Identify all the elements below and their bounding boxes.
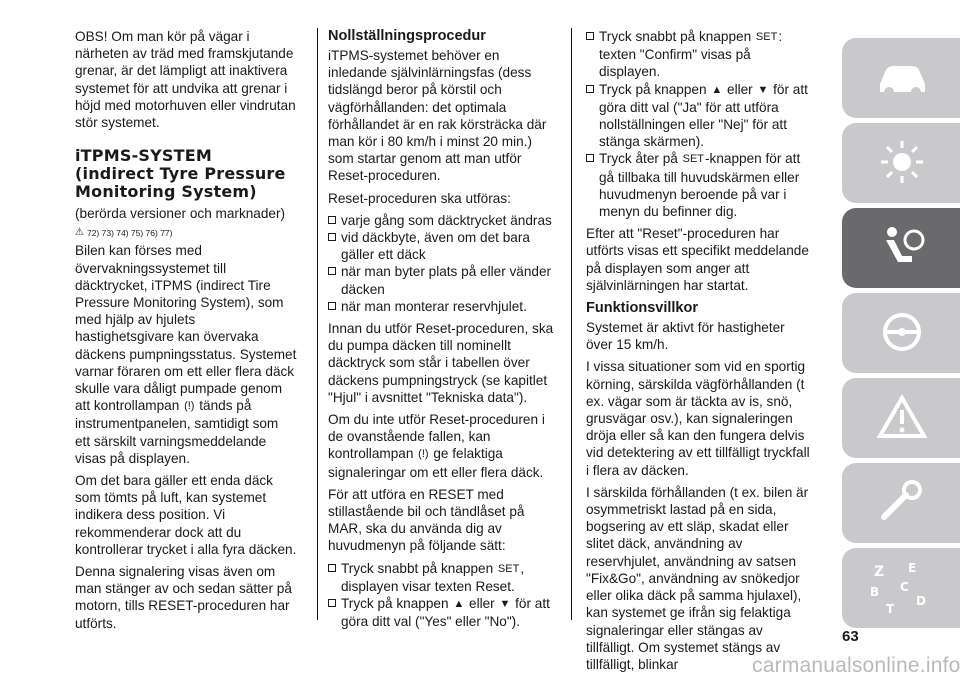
svg-text:B: B [870,585,880,599]
svg-text:C: C [900,580,909,594]
down-arrow-button-icon: ▼ [757,83,769,96]
paragraph: Efter att "Reset"-proceduren har utförts visas ett specifikt meddelande på displayen som anger att självinlärningen har startat. [586,226,809,293]
column-1 [75,28,297,637]
step-item: Tryck på knappen ▲ eller ▼ för att göra ditt val ("Ja" för att utföra nollställningen eller "Nej" för att stänga skärmen). [586,81,814,151]
paragraph: Bilen kan förses med övervakningssystemet till däcktrycket, iTPMS (indirect Tire Pressure Monitoring System), som med hjälp av hjulets hastighetsgivare kan övervaka däckens pumpningsstatus. Systemet varnar föraren om ett eller flera däck skulle vara dåligt pumpade genom att kontrollampan (!) tänds på instrumentpanelen, samtidigt som ett särskilt varningsmeddelande visas på displayen. [75,243,297,466]
step-item: Tryck åter på SET-knappen för att gå tillbaka till huvudskärmen eller huvudmenyn beroende på var i menyn du befinner dig. [586,150,814,220]
up-arrow-button-icon: ▲ [711,83,723,96]
chapter-tab-safety[interactable] [842,208,960,288]
page-number: 63 [842,628,859,645]
set-button-icon: SET [682,153,705,166]
sun-icon [872,137,932,187]
list-item: varje gång som däcktrycket ändras [328,212,554,229]
watermark: carmanualsonline.info [752,654,960,677]
paragraph: För att utföra en RESET med stillastående bil och tändlåset på MAR, ska du använda dig av huvudmenyn på följande sätt: [328,486,525,554]
chapter-tab-lights[interactable] [842,123,960,203]
paragraph: Om du inte utför Reset-proceduren i de ovanstående fallen, kan kontrollampan (!) ge felaktiga signaleringar om ett eller flera däck. [328,412,545,480]
step-item: Tryck på knappen ▲ eller ▼ för att göra ditt val ("Yes" eller "No"). [328,595,554,630]
step-item: Tryck snabbt på knappen SET, displayen visar texten Reset. [328,560,554,595]
list-item: när man byter plats på eller vänder däcken [328,263,554,297]
paragraph: Om det bara gäller ett enda däck som tömts på luft, kan systemet indikera dess position. Vi rekommenderar dock att du kontrollerar trycket i alla fyra däcken. [75,473,297,557]
paragraph: Reset-proceduren ska utföras: [328,190,511,206]
subtitle: (berörda versioner och marknader) [75,206,286,222]
section-heading: Funktionsvillkor [586,300,698,317]
index-letters-icon [868,558,938,618]
chapter-tab-service[interactable] [842,463,960,543]
steering-wheel-icon [872,307,932,357]
up-arrow-button-icon: ▲ [453,598,465,611]
chapter-tab-index[interactable] [842,548,960,628]
warning-triangle-icon: ⚠ [75,227,84,239]
set-button-icon: SET [497,562,520,575]
paragraph: Denna signalering visas även om man stänger av och sedan sätter på motorn, tills RESET-proceduren har utförts. [75,564,292,631]
list-item: när man monterar reservhjulet. [328,298,554,315]
svg-text:T: T [886,602,895,616]
airbag-seat-icon [872,222,932,272]
chapter-tab-starting[interactable] [842,293,960,373]
column-divider [571,28,572,620]
set-button-icon: SET [755,31,778,43]
chapter-tab-car[interactable] [842,38,960,118]
svg-text:E: E [908,561,917,575]
chapter-tab-emergency[interactable] [842,378,960,458]
tyre-pressure-warning-icon: (!) [418,448,429,461]
down-arrow-button-icon: ▼ [499,598,511,611]
tyre-pressure-warning-icon: (!) [184,400,195,413]
column-2 [328,28,554,631]
paragraph: OBS! Om man kör på vägar i närheten av träd med framskjutande grenar, är det lämpligt att inaktivera systemet för att undvika att grenar i höjd med motorhuven eller vindrutan stör systemet. [75,29,296,131]
svg-text:Z: Z [874,564,885,580]
column-divider [317,28,318,620]
paragraph: Innan du utför Reset-proceduren, ska du pumpa däcken till nominellt däcktryck som står i tabellen över däckens pumpningstryck (se kapitlet "Hjul" i avsnittet "Tekniska data"). [328,321,554,405]
paragraph: iTPMS-systemet behöver en inledande självinlärningsfas (dess tidslängd beror på körstil och vägförhållanden: det optimala förhållandet är en rak körsträcka där man kör i 80 km/h i minst 20 min.) som startar genom att man utför Reset-proceduren. [328,48,547,184]
wrench-icon [872,477,932,527]
section-heading: Nollställningsprocedur [328,28,486,44]
svg-text:D: D [916,594,926,608]
car-icon [872,52,932,102]
list-item: vid däckbyte, även om det bara gäller ett däck [328,229,554,263]
step-item: Tryck snabbt på knappen SET: texten "Confirm" visas på displayen. [586,28,814,81]
bullet-list [328,212,554,315]
column-3 [586,28,814,678]
paragraph: Systemet är aktivt för hastigheter över 15 km/h. [586,320,785,353]
warning-triangle-icon [872,392,932,442]
section-heading: iTPMS-SYSTEM (indirect Tyre Pressure Monitoring System) [75,146,286,202]
paragraph: I vissa situationer som vid en sportig körning, särskilda vägförhållanden (t ex. vägar som är täckta av is, snö, grusvägar osv.), kan signaleringen dröja eller så kan den fungera delvis vid detektering av ett tillfälligt tryckfall i flera av däcken. [586,359,810,478]
reference-list: ⚠ 72) 73) 74) 75) 76) 77) [75,227,173,239]
paragraph: I särskilda förhållanden (t ex. bilen är osymmetriskt lastad på en sida, bogsering av ett släp, skadat eller slitet däck, användning av reservhjulet, användning av satsen "Fix&Go", användning av snökedjor eller olika däck på samma hjulaxel), kan systemet ge ifrån sig felaktiga signaleringar eller stängas av tillfälligt. Om systemet stängs av tillfälligt, blinkar [586,484,809,672]
